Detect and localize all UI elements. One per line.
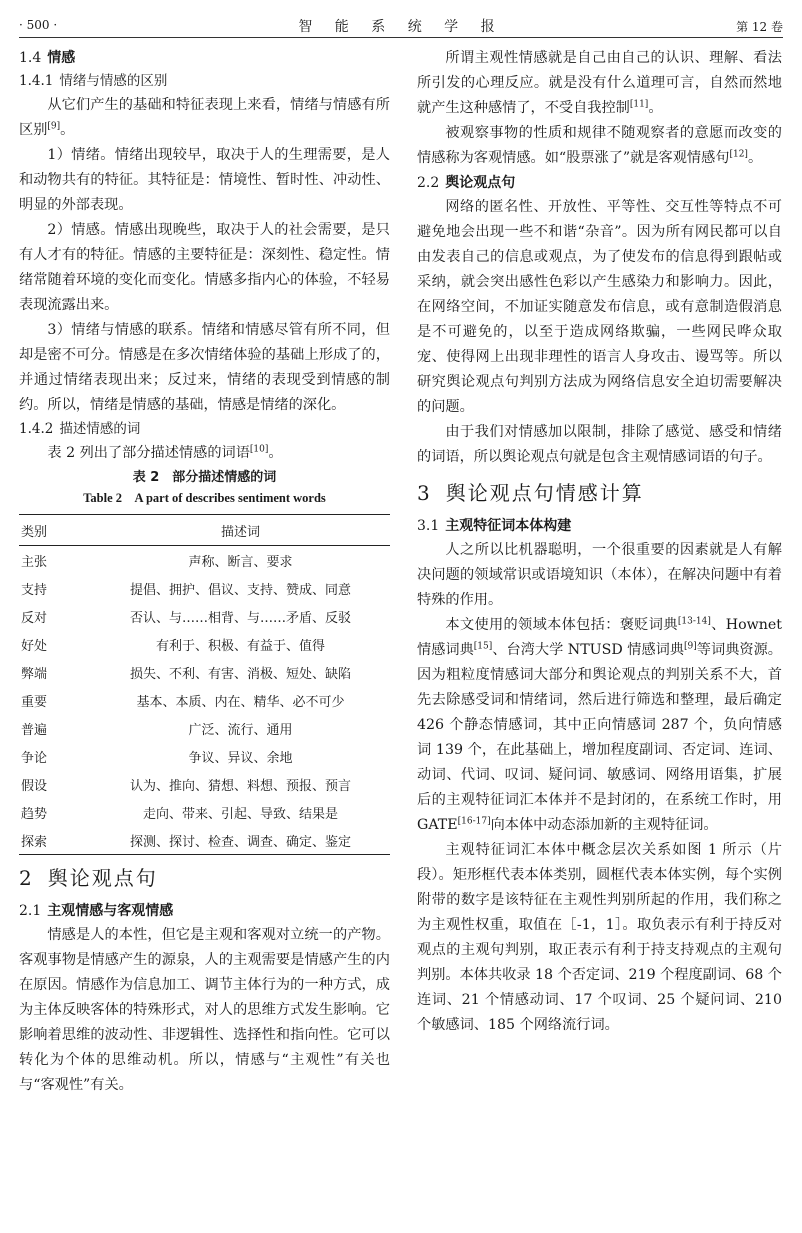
table-header-category: 类别 [19,515,91,546]
sentiment-words-table [19,514,390,855]
table-cell-words: 争议、异议、余地 [188,750,293,766]
section-1-4-heading: 1.4 情感 [19,50,76,66]
citation: [15] [473,641,493,652]
citation: [13-14] [677,616,711,627]
paragraph-subjective-emotion: 所谓主观性情感就是自己由自己的认识、理解、看法所引发的心理反应。就是没有什么道理可言，自然而然地就产生这种感情了，不受自我控制[11]。 [417,50,782,116]
table-cell-category: 反对 [21,610,48,626]
table-caption-en: Table 2 A part of describes sentiment words [83,491,326,505]
table-row [19,686,390,714]
section-2-heading: 2 舆论观点句 [19,866,158,890]
table-cell-category: 弊端 [21,666,48,682]
table-cell-category: 探索 [19,826,91,855]
citation: [12] [729,149,748,160]
section-2-2-heading: 2.2 舆论观点句 [417,175,516,191]
table-cell-category: 普遍 [21,722,48,738]
paragraph-emotion-2: 2）情感。情感出现晚些，取决于人的社会需要，是只有人才有的特征。情感的主要特征是：深刻性、稳定性。情绪常随着环境的变化而变化。情感多指内心的体验，不轻易表现流露出来。 [19,222,390,313]
citation: [9] [47,121,61,132]
table-row [19,630,390,658]
table-cell-words: 声称、断言、要求 [188,554,293,570]
volume-label: 第 12 卷 [736,20,783,34]
table-cell-words: 否认、与……相背、与……矛盾、反驳 [129,610,351,626]
table-cell-words: 提倡、拥护、倡议、支持、赞成、同意 [129,582,351,598]
table-row [19,798,390,826]
citation: [9] [684,641,697,652]
journal-name: 智 能 系 统 学 报 [298,19,504,35]
header-rule [19,37,783,38]
table-cell-words: 有利于、积极、有益于、值得 [155,638,325,654]
table-row [19,658,390,686]
table-row [19,714,390,742]
citation: [11] [629,99,649,110]
table-cell-category: 假设 [21,778,48,794]
table-cell-words: 认为、推向、猜想、料想、预报、预言 [129,778,351,794]
citation: [10] [249,444,269,455]
table-cell-words: 探测、探讨、检查、调查、确定、鉴定 [91,826,390,855]
page-number: · 500 · [19,18,58,32]
section-3-heading: 3 舆论观点句情感计算 [417,481,644,505]
section-3-1-heading: 3.1 主观特征词本体构建 [417,518,572,534]
paragraph-1-4-1-intro: 从它们产生的基础和特征表现上来看，情绪与情感有所区别[9]。 [19,97,390,138]
paragraph-2-2-b: 由于我们对情感加以限制，排除了感觉、感受和情绪的词语，所以舆论观点句就是包含主观情感词语的句子。 [417,424,782,465]
paragraph-emotion-1: 1）情绪。情绪出现较早，取决于人的生理需要，是人和动物共有的特征。其特征是：情境性、暂时性、冲动性、明显的外部表现。 [19,147,390,213]
citation: [16-17] [457,816,491,827]
table-cell-category: 趋势 [21,806,48,822]
table-row [19,602,390,630]
table-row [19,742,390,770]
table-cell-words: 损失、不利、有害、消极、短处、缺陷 [129,666,351,682]
paragraph-3-1-c: 主观特征词汇本体中概念层次关系如图 1 所示（片段）。矩形框代表本体类别，圆框代表本体实例，每个实例附带的数字是该特征在主观性判别所起的作用，我们称之为主观性权重，取值在［-1，1］。取负表示有利于持反对观点的主观句判别，取正表示有利于持支持观点的主观句判别。本体共收录 18 个否定词、219 个程度副词、68 个连词、21 个情感动词、17 个叹词、25 个疑问词、210 个敏感词、185 个网络流行词。 [417,842,782,1033]
table-row [19,770,390,798]
table-cell-words: 基本、本质、内在、精华、必不可少 [136,694,345,710]
table-cell-category: 争论 [21,750,48,766]
table-cell-words: 走向、带来、引起、导致、结果是 [142,806,338,822]
table-header-words: 描述词 [91,515,390,546]
table-cell-category: 支持 [21,582,48,598]
paragraph-1-4-2: 表 2 列出了部分描述情感的词语[10]。 [47,444,283,461]
section-1-4-2-heading: 1.4.2 描述情感的词 [19,421,141,437]
table-cell-words: 广泛、流行、通用 [188,722,293,738]
page-header [19,14,783,38]
section-2-1-heading: 2.1 主观情感与客观情感 [19,903,174,919]
paragraph-2-1: 情感是人的本性，但它是主观和客观对立统一的产物。客观事物是情感产生的源泉，人的主观需要是情感产生的内在原因。情感作为信息加工、调节主体行为的一种方式，成为主体反映客体的特殊形式，对人的思维方式发生影响。它影响着思维的波动性、非逻辑性、选择性和指向性。它可以转化为个体的思维动机。所以，情感与“主观性”有关也与“客观性”有关。 [19,927,390,1093]
table-header-row [19,515,390,546]
right-column [417,46,782,1038]
table-cell-category: 主张 [21,554,48,570]
paragraph-2-2-a: 网络的匿名性、开放性、平等性、交互性等特点不可避免地会出现一些不和谐“杂音”。因为所有网民都可以自由发表自己的信息或观点，为了使发布的信息得到跟帖或采纳，就会突出感性色彩以产生感染力和影响力。因此，在网络空间，不加证实随意发布信息，或有意制造假消息是不可避免的，以至于造成网络欺骗，一些网民哗众取宠、使得网上出现非理性的语言人身攻击、谩骂等。所以研究舆论观点句判别方法成为网络信息安全迫切需要解决的问题。 [417,199,782,415]
paragraph-3-1-b: 本文使用的领域本体包括：褒贬词典[13-14]、Hownet 情感词典[15]、台湾大学 NTUSD 情感词典[9]等词典资源。因为粗粒度情感词大部分和舆论观点的判别关系不大，首先去除感受词和情绪词，然后进行筛选和整理，最后确定 426 个静态情感词，其中正向情感词 287 个，负向情感词 139 个，在此基础上，增加程度副词、否定词、连词、动词、代词、叹词、疑问词、敏感词、网络用语集，扩展后的主观特征词汇本体并不是封闭的，在系统工作时，用 GATE[16-17]向本体中动态添加新的主观特征词。 [417,616,782,833]
table-cell-category: 重要 [21,694,48,710]
section-1-4-1-heading: 1.4.1 情绪与情感的区别 [19,73,168,89]
paragraph-emotion-3: 3）情绪与情感的联系。情绪和情感尽管有所不同，但却是密不可分。情感是在多次情绪体验的基础上形成了的，并通过情绪表现出来；反过来，情绪的表现受到情感的制约。所以，情绪是情感的基础，情感是情绪的深化。 [19,322,390,413]
left-column [19,46,390,1098]
table-row [19,826,390,855]
table-cell-category: 好处 [21,638,48,654]
table-caption-cn: 表 2 部分描述情感的词 [132,470,277,485]
paragraph-3-1-a: 人之所以比机器聪明，一个很重要的因素就是人有解决问题的领域常识或语境知识（本体），在解决问题中有着特殊的作用。 [417,542,782,608]
paragraph-objective-emotion: 被观察事物的性质和规律不随观察者的意愿而改变的情感称为客观情感。如“股票涨了”就是客观情感句[12]。 [417,125,782,166]
table-row [19,546,390,575]
table-row [19,574,390,602]
